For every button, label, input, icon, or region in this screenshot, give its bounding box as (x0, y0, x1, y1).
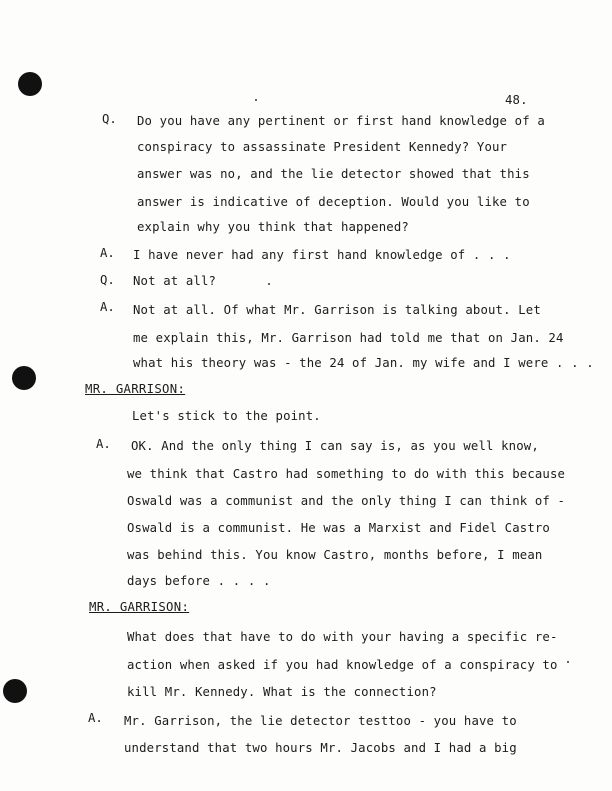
answer-marker: A. (100, 300, 115, 314)
transcript-line: we think that Castro had something to do with this because (127, 467, 566, 481)
transcript-line: OK. And the only thing I can say is, as you well know, (131, 439, 539, 453)
transcript-line: Do you have any pertinent or first hand knowledge of a (137, 114, 545, 128)
page-number: 48. (505, 93, 528, 107)
transcript-line: answer is indicative of deception. Would you like to (137, 195, 530, 209)
stray-mark (255, 99, 257, 101)
transcript-line: what his theory was - the 24 of Jan. my wife and I were . . . (133, 356, 594, 370)
transcript-line: kill Mr. Kennedy. What is the connection? (127, 685, 437, 699)
answer-marker: A. (88, 711, 103, 725)
transcript-line: explain why you think that happened? (137, 220, 409, 234)
transcript-line: answer was no, and the lie detector showed that this (137, 167, 530, 181)
transcript-line: days before . . . . (127, 574, 271, 588)
transcript-line: Oswald is a communist. He was a Marxist and Fidel Castro (127, 521, 550, 535)
transcript-line: was behind this. You know Castro, months before, I mean (127, 548, 543, 562)
stray-mark (567, 661, 569, 663)
transcript-line: Not at all? (133, 274, 217, 288)
transcript-line: What does that have to do with your having a specific re- (127, 630, 558, 644)
punch-hole-bottom (3, 679, 27, 703)
transcript-line: conspiracy to assassinate President Kennedy? Your (137, 140, 508, 154)
transcript-line: me explain this, Mr. Garrison had told me that on Jan. 24 (133, 331, 564, 345)
question-marker: Q. (102, 112, 117, 126)
transcript-line: Mr. Garrison, the lie detector testtoo - you have to (124, 714, 517, 728)
speaker-label: MR. GARRISON: (85, 382, 186, 396)
stray-mark (268, 283, 270, 285)
answer-marker: A. (100, 246, 115, 260)
speaker-label: MR. GARRISON: (89, 600, 190, 614)
transcript-line: Let's stick to the point. (132, 409, 321, 423)
transcript-line: Not at all. Of what Mr. Garrison is talking about. Let (133, 303, 541, 317)
transcript-line: Oswald was a communist and the only thing I can think of - (127, 494, 566, 508)
question-marker: Q. (100, 273, 115, 287)
punch-hole-middle (12, 366, 36, 390)
punch-hole-top (18, 72, 42, 96)
transcript-line: I have never had any first hand knowledge of . . . (133, 248, 511, 262)
transcript-line: action when asked if you had knowledge of a conspiracy to (127, 658, 558, 672)
answer-marker: A. (96, 437, 111, 451)
transcript-line: understand that two hours Mr. Jacobs and I had a big (124, 741, 517, 755)
